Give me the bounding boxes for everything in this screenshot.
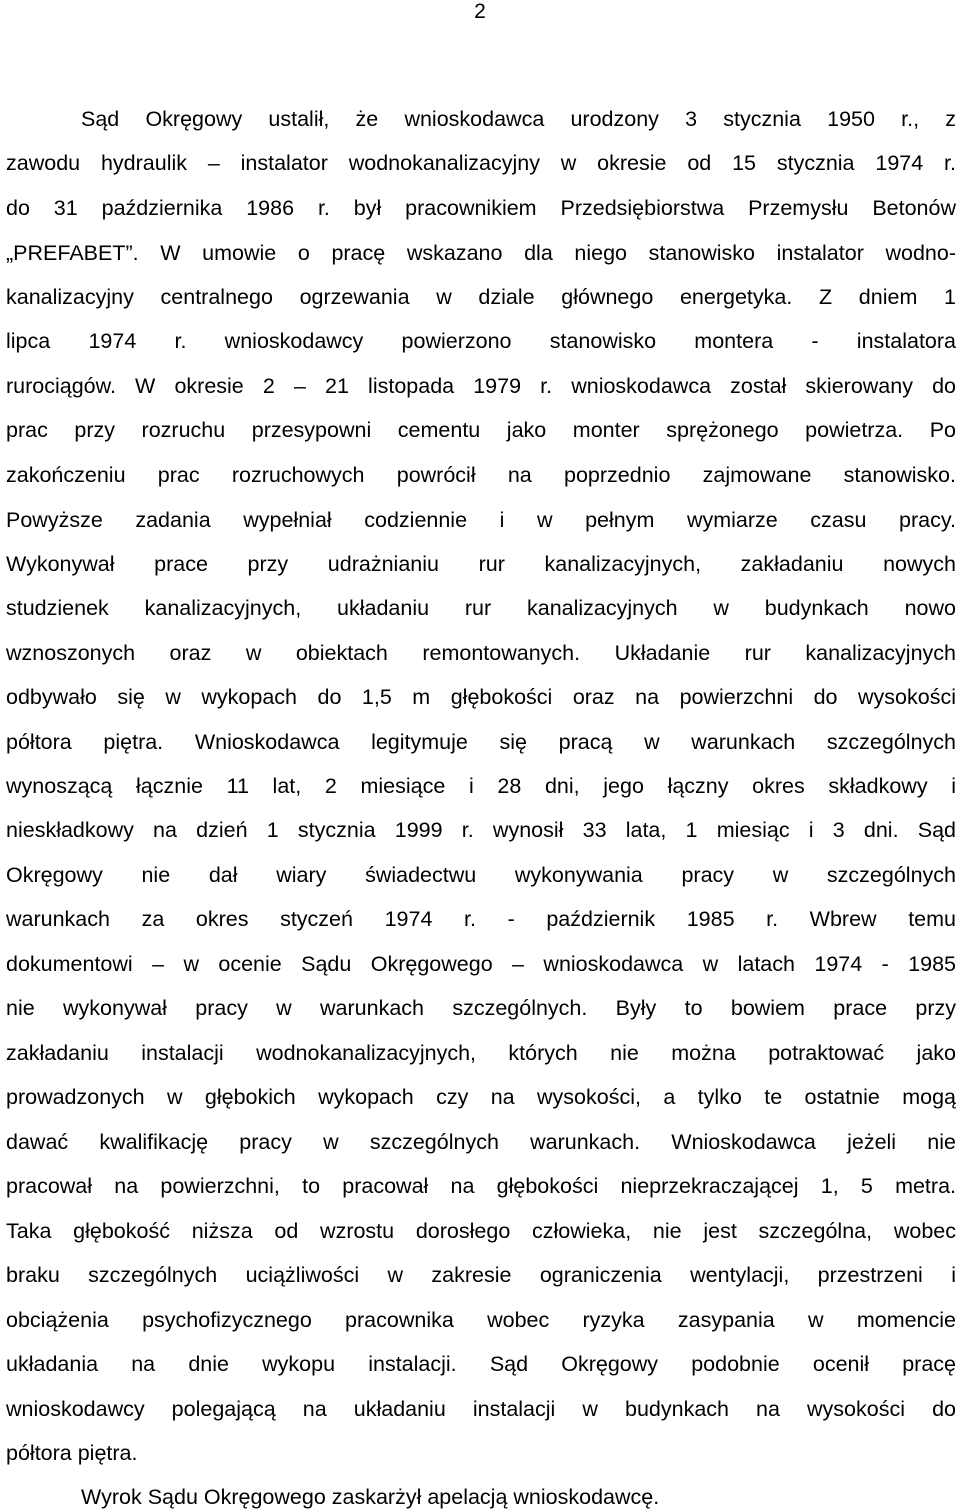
text-line: Powyższe zadania wypełniał codziennie i w pełnym wymiarze czasu pracy.	[6, 508, 956, 532]
text-line: odbywało się w wykopach do 1,5 m głębokości oraz na powierzchni do wysokości	[6, 685, 956, 709]
text-line: rurociągów. W okresie 2 – 21 listopada 1979 r. wnioskodawca został skierowany do	[6, 374, 956, 398]
text-line: „PREFABET”. W umowie o pracę wskazano dla niego stanowisko instalator wodno-	[6, 241, 956, 265]
text-line: układania na dnie wykopu instalacji. Sąd Okręgowy podobnie ocenił pracę	[6, 1352, 956, 1376]
text-line: do 31 października 1986 r. był pracownikiem Przedsiębiorstwa Przemysłu Betonów	[6, 196, 956, 220]
text-line: studzienek kanalizacyjnych, układaniu rur kanalizacyjnych w budynkach nowo	[6, 596, 956, 620]
text-line: Okręgowy nie dał wiary świadectwu wykonywania pracy w szczególnych	[6, 863, 956, 887]
text-line: kanalizacyjny centralnego ogrzewania w dziale głównego energetyka. Z dniem 1	[6, 285, 956, 309]
text-line: nie wykonywał pracy w warunkach szczególnych. Były to bowiem prace przy	[6, 996, 956, 1020]
text-line: warunkach za okres styczeń 1974 r. - październik 1985 r. Wbrew temu	[6, 907, 956, 931]
text-line: pracował na powierzchni, to pracował na głębokości nieprzekraczającej 1, 5 metra.	[6, 1174, 956, 1198]
text-line: półtora piętra. Wnioskodawca legitymuje się pracą w warunkach szczególnych	[6, 730, 956, 754]
text-line: zawodu hydraulik – instalator wodnokanalizacyjny w okresie od 15 stycznia 1974 r.	[6, 151, 956, 175]
page-number: 2	[474, 0, 486, 23]
text-line: Sąd Okręgowy ustalił, że wnioskodawca urodzony 3 stycznia 1950 r., z	[81, 107, 956, 131]
text-line: Taka głębokość niższa od wzrostu dorosłego człowieka, nie jest szczególna, wobec	[6, 1219, 956, 1243]
text-line: lipca 1974 r. wnioskodawcy powierzono stanowisko montera - instalatora	[6, 329, 956, 353]
text-line: zakładaniu instalacji wodnokanalizacyjnych, których nie można potraktować jako	[6, 1041, 956, 1065]
text-line: wnioskodawcy polegającą na układaniu instalacji w budynkach na wysokości do	[6, 1397, 956, 1421]
text-line: obciążenia psychofizycznego pracownika wobec ryzyka zasypania w momencie	[6, 1308, 956, 1332]
text-line: prac przy rozruchu przesypowni cementu jako monter sprężonego powietrza. Po	[6, 418, 956, 442]
text-line: dawać kwalifikację pracy w szczególnych warunkach. Wnioskodawca jeżeli nie	[6, 1130, 956, 1154]
text-line: zakończeniu prac rozruchowych powrócił na poprzednio zajmowane stanowisko.	[6, 463, 956, 487]
text-line: dokumentowi – w ocenie Sądu Okręgowego – wnioskodawca w latach 1974 - 1985	[6, 952, 956, 976]
text-line: półtora piętra.	[6, 1441, 138, 1465]
text-line: nieskładkowy na dzień 1 stycznia 1999 r. wynosił 33 lata, 1 miesiąc i 3 dni. Sąd	[6, 818, 956, 842]
text-line: wynoszącą łącznie 11 lat, 2 miesiące i 28 dni, jego łączny okres składkowy i	[6, 774, 956, 798]
text-line: wznoszonych oraz w obiektach remontowanych. Układanie rur kanalizacyjnych	[6, 641, 956, 665]
text-line: Wykonywał prace przy udrażnianiu rur kanalizacyjnych, zakładaniu nowych	[6, 552, 956, 576]
text-line: prowadzonych w głębokich wykopach czy na wysokości, a tylko te ostatnie mogą	[6, 1085, 956, 1109]
text-line: braku szczególnych uciążliwości w zakresie ograniczenia wentylacji, przestrzeni i	[6, 1263, 956, 1287]
text-line: Wyrok Sądu Okręgowego zaskarżył apelacją wnioskodawcę.	[81, 1485, 660, 1509]
